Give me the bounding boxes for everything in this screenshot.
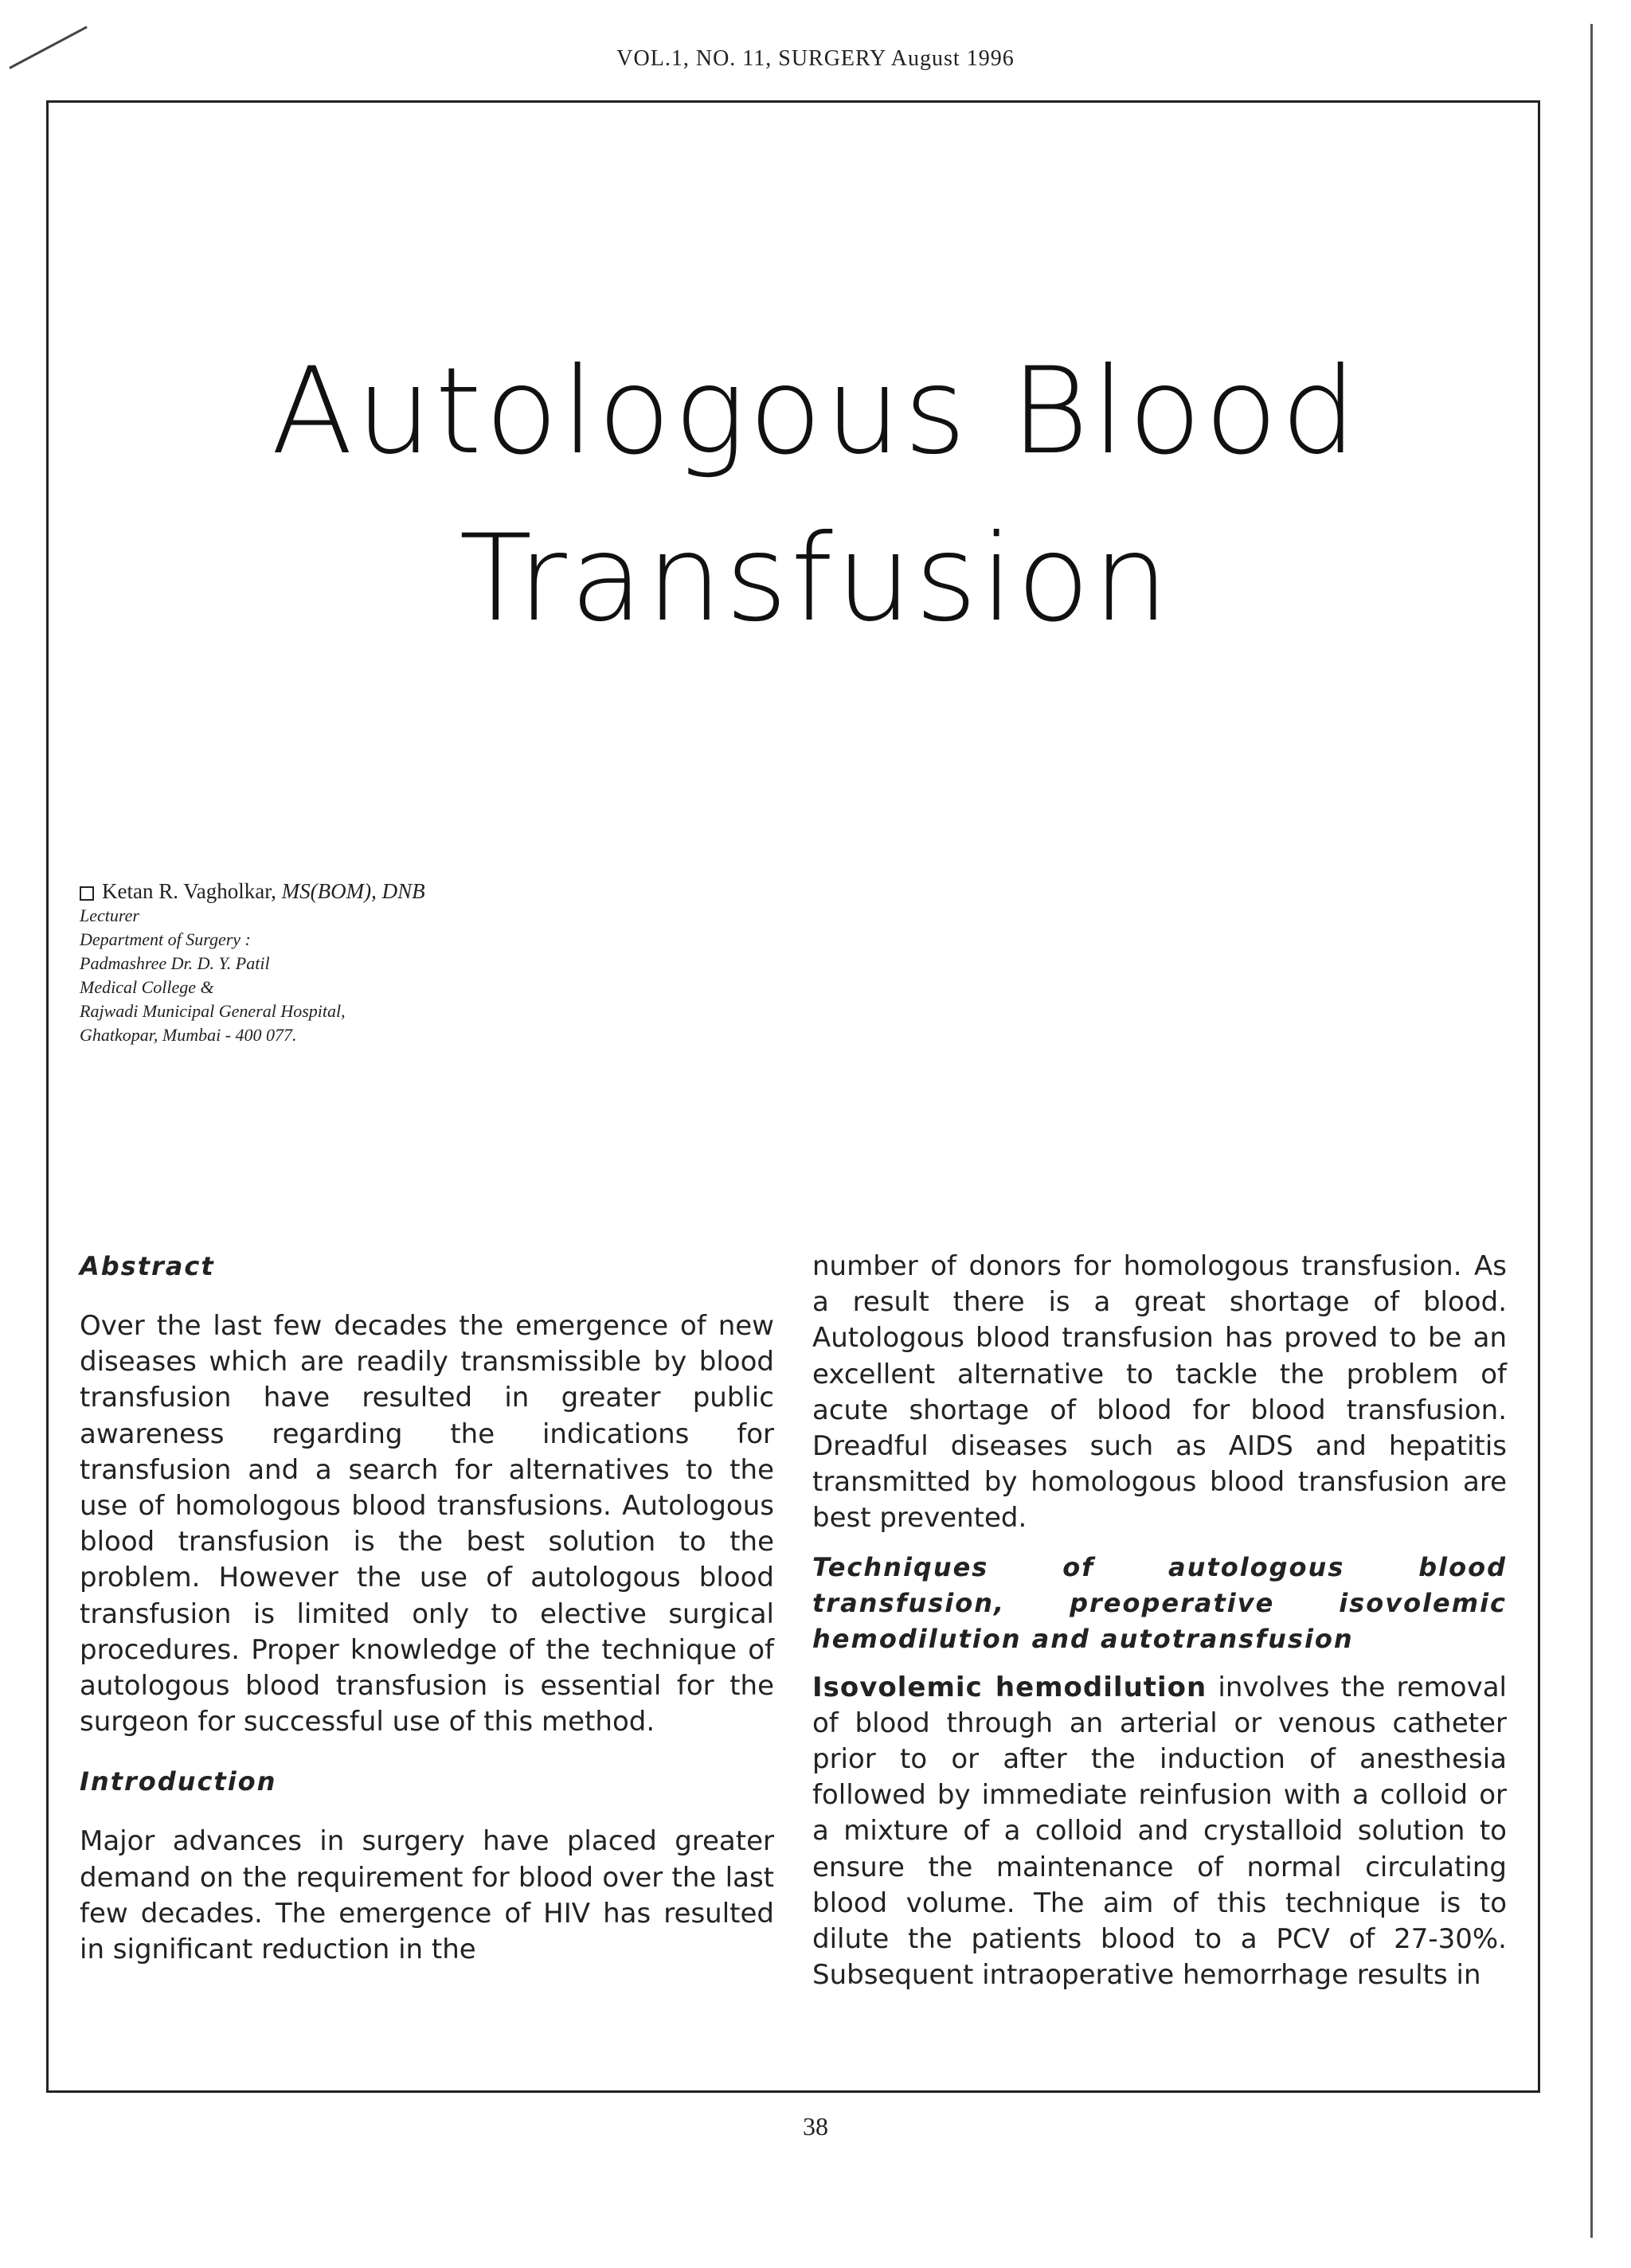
author-degrees: MS(BOM), DNB [281, 879, 425, 903]
page-number: 38 [803, 2112, 828, 2141]
running-header: VOL.1, NO. 11, SURGERY August 1996 [616, 46, 1015, 71]
checkbox-bullet-icon [80, 886, 94, 901]
article-title-line2: Transfusion [459, 510, 1172, 648]
article-title-line1: Autologous Blood [271, 342, 1360, 481]
isovolemic-text: involves the removal of blood through an arterial or venous catheter prior to or after the induction of anesthesia followed by immediate reinfusion with a colloid or a mixture of a colloid and crystalloid solution to ensure the maintenance of normal circulating blood volume. The aim of this technique is to dilute the patients blood to a PCV of 27-30%. Subsequent intraoperative hemorrhage results in [812, 1671, 1507, 1992]
introduction-text: Major advances in surgery have placed greater demand on the requirement for blood over the last few decades. The emergence of HIV has resulted in significant reduction in the [80, 1825, 774, 1966]
right-column [812, 1249, 1507, 1993]
author-name: Ketan R. Vagholkar, [102, 879, 282, 903]
author-affiliation-5: Ghatkopar, Mumbai - 400 077. [80, 1025, 297, 1045]
author-affiliation-3: Medical College & [80, 977, 214, 997]
abstract-heading: Abstract [80, 1251, 215, 1281]
author-block [80, 879, 425, 1047]
author-affiliation-2: Padmashree Dr. D. Y. Patil [80, 953, 270, 973]
author-affiliation-4: Rajwadi Municipal General Hospital, [80, 1001, 346, 1021]
abstract-text: Over the last few decades the emergence of new diseases which are readily transmissible by blood transfusion have resulted in greater public awareness regarding the indications for transfusion and a search for alternatives to the use of homologous blood transfusions. Autologous blood transfusion is the best solution to the problem. However the use of autologous blood transfusion is limited only to elective surgical procedures. Proper knowledge of the technique of autologous blood transfusion is essential for the surgeon for successful use of this method. [80, 1310, 774, 1738]
left-column [80, 1249, 774, 1968]
techniques-heading: Techniques of autologous blood transfusion, preoperative isovolemic hemodilution and autotransfusion [812, 1551, 1507, 1654]
author-affiliation-1: Department of Surgery : [80, 929, 251, 949]
author-name-line [80, 879, 425, 904]
continuation-text: number of donors for homologous transfusion. As a result there is a great shortage of blood. Autologous blood transfusion has proved to be an excellent alternative to tackle the problem of acute shortage of blood for blood transfusion. Dreadful diseases such as AIDS and hepatitis transmitted by homologous blood transfusion are best prevented. [812, 1250, 1507, 1535]
isovolemic-paragraph [812, 1670, 1507, 1994]
isovolemic-term: Isovolemic hemodilution [812, 1671, 1207, 1703]
author-affiliation-0: Lecturer [80, 905, 139, 925]
introduction-heading: Introduction [80, 1766, 277, 1797]
